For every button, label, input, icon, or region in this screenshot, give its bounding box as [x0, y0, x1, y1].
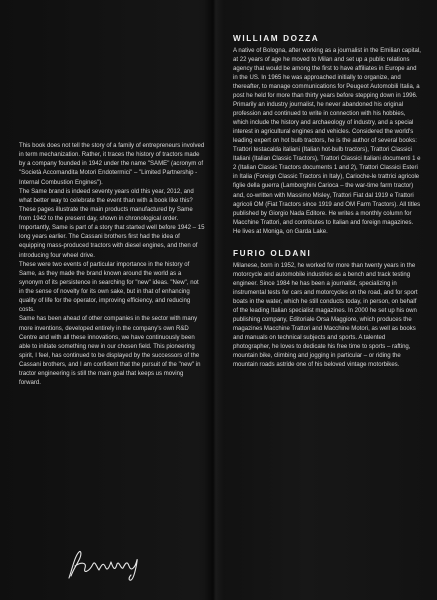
author-bio: Milanese, born in 1952, he worked for more than twenty years in the motorcycle and automobile industries as a bench and track testing engineer. Since 1984 he has been a journalist, specializing in instrumental tests for cars and motorcycles on the road, and for sport boats in the water, which he still conducts today, in person, on behalf of the leading Italian specialist magazines. In 2000 he set up his own publishing company, Editoriale Orsa Maggiore, which produces the magazines Macchine Trattori and Macchine Motori, as well as books and manuals on technical subjects and sports. A talented photographer, he loves to dedicate his free time to sports – rafting, mountain bike, climbing and jogging in particular – or riding the mountain roads astride one of his beloved vintage motorbikes. [233, 262, 418, 368]
foreword-paragraph: These pages illustrate the main products manufactured by Same from 1942 to the present day, shown in chronological order. Importantly, Same is part of a story that started well before 1942 – 15 long years earlier. The Cassani brothers first had the idea of equipping mass-produced tractors with diesel engines, and then of introducing four wheel drive. [19, 206, 205, 259]
author-name: FURIO OLDANI [233, 248, 312, 258]
author-block [233, 249, 421, 370]
handwritten-signature [65, 548, 145, 582]
authors-column [233, 34, 421, 370]
foreword-paragraph: Same has been ahead of other companies in the sector with many more inventions, developed entirely in the company's own R&D Centre and with all these innovations, we have continuously been able to initiate something new in our chosen field. This pioneering spirit, I feel, has continued to be displayed by the successors of the Cassani brothers, and I am confident that the pursuit of the "new" in tractor engineering is still the main goal that keeps us moving forward. [19, 316, 201, 387]
foreword-paragraph: These were two events of particular importance in the history of Same, as they made the brand known around the world as a synonym of its persistence in searching for "new" ideas. "New", not in the sense of novelty for its own sake, but in that of enhancing quality of life for the operator, improving efficiency, and reducing costs. [19, 261, 199, 314]
author-bio: A native of Bologna, after working as a journalist in the Emilian capital, at 22 years of age he moved to Milan and set up a public relations agency that would be among the first to have affiliates in Europe and in the US. In 1965 he was approached initially to organize, and thereafter, to manage communications for Peugeot Automobili Italia, a post he held for more than thirty years before stepping down in 1996. Primarily an industry journalist, he never abandoned his original profession and continued to write in connection with his hobbies, which include the history and archaeology of industry, and a special interest in agricultural engines and vehicles. Considered the world's leading expert on hot bulb tractors, he is the author of several books: Trattori testacalda italiani (Italian hot-bulb tractors), Trattori Classici Italiani (Italian Classic Tractors), Trattori Classici Italiani documenti 1 e 2 (Italian Classic Tractors documents 1 and 2), Trattori Classici Esteri in Italia (Foreign Classic Tractors in Italy), Carioche-le trattrici agricole figlie della guerra (Lamborghini Carioca – the war-time farm tractor) and, co-written with Massimo Misley, Trattori Fiat dal 1919 e Trattori agricoli OM (Fiat Tractors since 1919 and OM Farm Tractors). All titles published by Giorgio Nada Editore. He writes a monthly column for Macchine Trattori, and contributes to Italian and foreign magazines. He lives at Moniga, on Garda Lake. [233, 48, 421, 235]
foreword-column [19, 142, 205, 388]
page-fold [204, 0, 224, 600]
author-block [233, 34, 421, 237]
foreword-paragraph: The Same brand is indeed seventy years old this year, 2012, and what better way to celebrate the event than with a book like this? [19, 188, 194, 204]
foreword-paragraph: This book does not tell the story of a family of entrepreneurs involved in term mechanization. Rather, it traces the history of tractors made by a company founded in 1942 under the name "SAME" (acronym of "Società Accomandita Motori Endotermici" – "Limited Partnership - Internal Combustion Engines"). [19, 143, 205, 186]
author-name: WILLIAM DOZZA [233, 34, 320, 43]
